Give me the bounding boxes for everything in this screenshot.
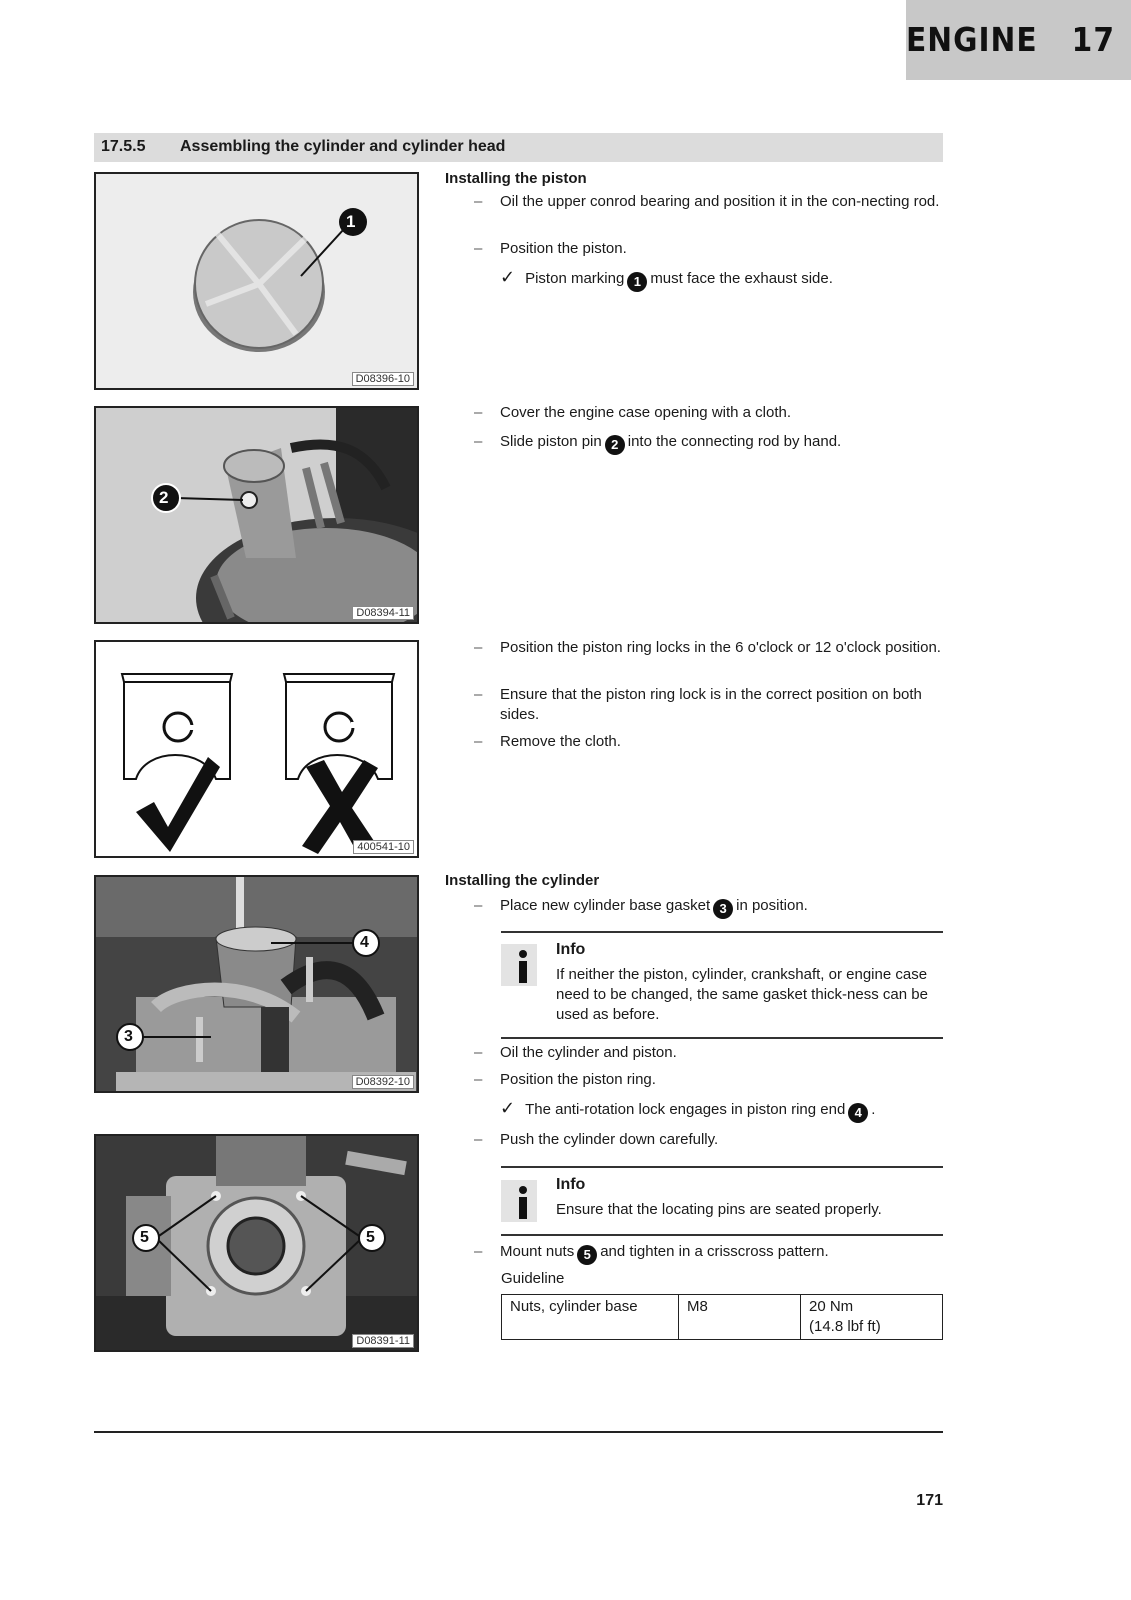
step-text: Position the piston. — [500, 240, 627, 257]
spec-torque-imperial: (14.8 lbf ft) — [809, 1318, 881, 1335]
callout-3-label: 3 — [124, 1028, 133, 1045]
info-body: Ensure that the locating pins are seated properly. — [556, 1201, 882, 1218]
step-text — [500, 1242, 944, 1265]
info-title: Info — [556, 1176, 586, 1193]
figure-cylinder-nuts — [94, 1134, 419, 1352]
figure-piston-pin — [94, 406, 419, 624]
guideline-label: Guideline — [501, 1270, 565, 1287]
step-text — [500, 896, 944, 919]
torque-spec-table — [501, 1294, 943, 1340]
figure-id: D08391-11 — [352, 1334, 414, 1348]
section-title: Assembling the cylinder and cylinder head — [180, 138, 506, 155]
piston-marking-check — [500, 267, 833, 292]
cylinder-heading: Installing the cylinder — [445, 872, 600, 889]
step-text-pre: Mount nuts — [500, 1243, 575, 1260]
step-text: Ensure that the piston ring lock is in the correct position on both sides. — [500, 686, 922, 723]
step-text: Cover the engine case opening with a cloth. — [500, 404, 792, 421]
figure-cylinder-install — [94, 875, 419, 1093]
figure-id: D08394-11 — [352, 606, 414, 620]
step-text-post: into the connecting rod by hand. — [627, 433, 842, 450]
callout-badge-5: 5 — [577, 1245, 597, 1265]
figure-ring-lock-diagram — [94, 640, 419, 858]
step-text-pre: Place new cylinder base gasket — [500, 897, 711, 914]
info-title: Info — [556, 941, 586, 958]
step-text: Position the piston ring locks in the 6 o'clock or 12 o'clock position. — [500, 639, 941, 656]
info-body: If neither the piston, cylinder, crankshaft, or engine case need to be changed, the same gasket thick-ness can be used as before. — [556, 966, 928, 1023]
engine-photo-piston-pin — [96, 408, 419, 624]
check-text-post: must face the exhaust side. — [650, 270, 833, 287]
spec-torque-metric: 20 Nm — [809, 1298, 854, 1315]
section-number: 17.5.5 — [101, 138, 146, 155]
figure-id: D08396-10 — [352, 372, 414, 386]
info-box-locating-pins — [501, 1166, 943, 1236]
check-text-pre: The anti-rotation lock engages in piston ring end — [525, 1101, 846, 1118]
callout-1-label: 1 — [346, 212, 356, 231]
piston-top-illustration — [96, 174, 419, 390]
checkmark-icon: ✓ — [500, 1098, 516, 1118]
figure-id: D08392-10 — [352, 1075, 414, 1089]
ring-lock-illustration — [96, 642, 419, 858]
spec-torque-cell — [801, 1295, 943, 1340]
check-text-pre: Piston marking — [525, 270, 625, 287]
anti-rotation-check: ✓ The anti-rotation lock engages in piston ring end 4 . — [500, 1098, 875, 1123]
step-text — [500, 432, 944, 455]
checkmark-icon: ✓ — [500, 267, 516, 287]
figure-id: 400541-10 — [353, 840, 414, 854]
page-number: 171 — [916, 1492, 943, 1509]
callout-2-label: 2 — [159, 488, 169, 507]
callout-5-left-label: 5 — [140, 1229, 149, 1246]
callout-5-right-label: 5 — [366, 1229, 375, 1246]
chapter-number: 17 — [1071, 20, 1115, 59]
step-text: Remove the cloth. — [500, 733, 621, 750]
step-text: Oil the upper conrod bearing and position it in the con-necting rod. — [500, 193, 940, 210]
chapter-heading — [906, 20, 1115, 59]
spec-thread-cell: M8 — [679, 1295, 801, 1340]
piston-heading: Installing the piston — [445, 170, 587, 187]
chapter-title: ENGINE — [906, 20, 1038, 59]
callout-badge-4: 4 — [848, 1103, 868, 1123]
step-text-post: in position. — [736, 897, 808, 914]
footer-divider — [94, 1431, 943, 1433]
info-box-gasket — [501, 931, 943, 1039]
spec-name-cell: Nuts, cylinder base — [502, 1295, 679, 1340]
figure-piston-marking — [94, 172, 419, 390]
section-heading-bar — [94, 133, 943, 162]
chapter-tab — [906, 0, 1131, 80]
info-icon — [501, 1180, 537, 1222]
info-icon — [501, 944, 537, 986]
table-row — [502, 1295, 943, 1340]
step-text-post: and tighten in a crisscross pattern. — [600, 1243, 829, 1260]
step-text: Oil the cylinder and piston. — [500, 1044, 677, 1061]
step-text-pre: Slide piston pin — [500, 433, 602, 450]
engine-photo-cylinder-gasket — [96, 877, 419, 1093]
callout-4-label: 4 — [360, 934, 369, 951]
callout-badge-1: 1 — [627, 272, 647, 292]
callout-badge-2: 2 — [605, 435, 625, 455]
step-text: Push the cylinder down carefully. — [500, 1131, 719, 1148]
step-text: Position the piston ring. — [500, 1071, 656, 1088]
callout-badge-3: 3 — [713, 899, 733, 919]
